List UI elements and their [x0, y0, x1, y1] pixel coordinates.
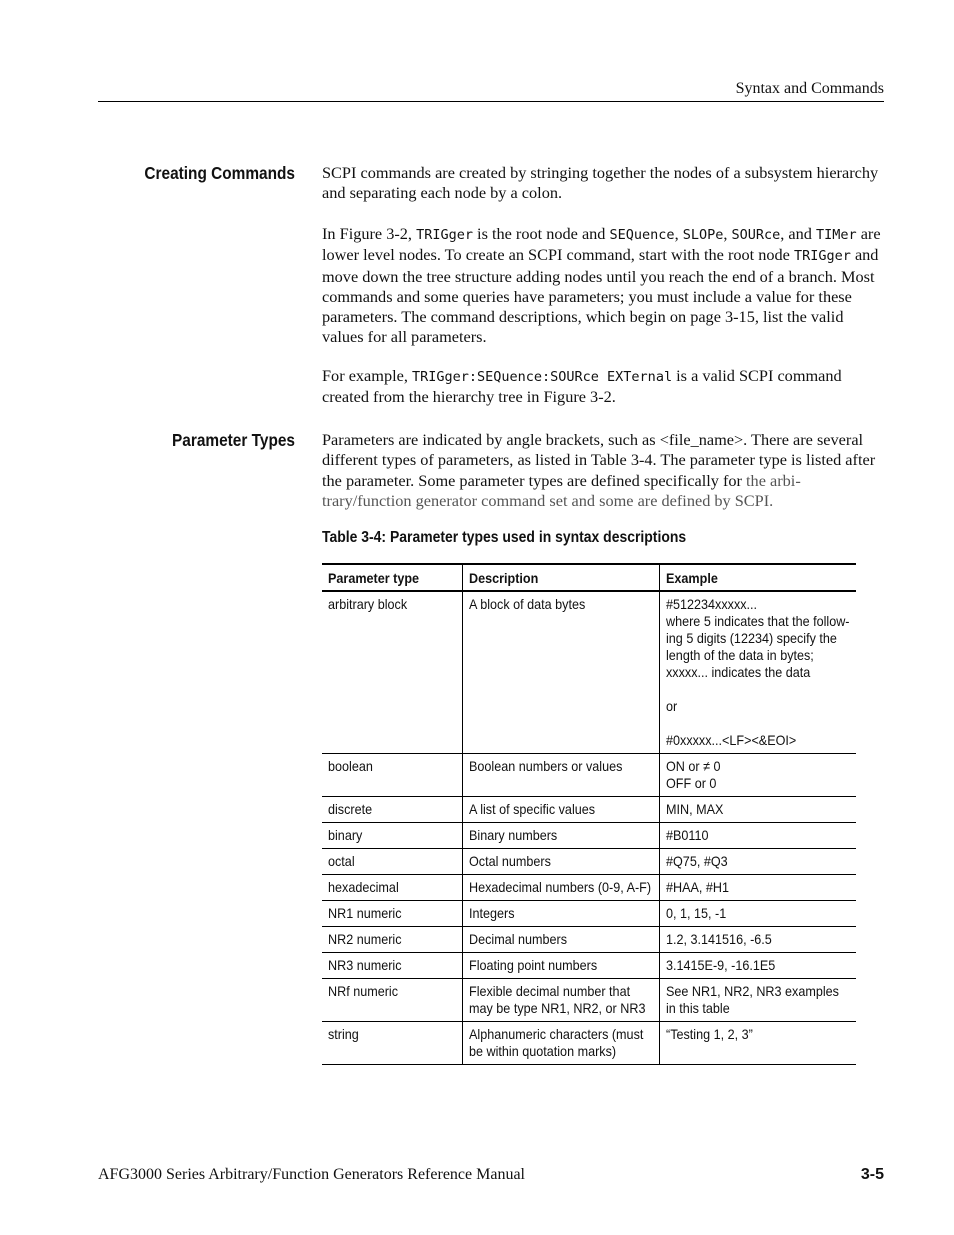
cell-text: Octal numbers [469, 853, 551, 869]
cell-text: Hexadecimal numbers (0-9, A-F) [469, 879, 652, 895]
header-text: Parameter type [328, 570, 420, 586]
page-number: 3-5 [860, 1166, 884, 1183]
column-header-description [463, 564, 660, 591]
table-row [322, 1022, 856, 1065]
paragraph-parameter-types [322, 430, 884, 511]
cell-text: arbitrary block [328, 596, 408, 612]
section-heading-creating-commands: Creating Commands [144, 163, 295, 183]
cell-text: A block of data bytes [469, 596, 586, 612]
description-cell [463, 754, 660, 797]
cell-text: Alphanumeric characters (must be within quotation marks) [469, 1026, 644, 1059]
cell-text: binary [328, 827, 363, 843]
parameter-type-cell [322, 823, 463, 849]
table-body [322, 591, 856, 1065]
parameter-type-cell [322, 927, 463, 953]
table-header-row [322, 564, 856, 591]
cell-text: NRf numeric [328, 983, 399, 999]
parameter-type-cell [322, 901, 463, 927]
code-sequence: SEQuence [609, 227, 675, 243]
cell-text: Binary numbers [469, 827, 558, 843]
text-run: , and [780, 224, 816, 243]
text-run: For example, [322, 366, 412, 385]
cell-text: See NR1, NR2, NR3 examples in this table [666, 983, 839, 1016]
description-cell [463, 823, 660, 849]
description-cell [463, 849, 660, 875]
description-cell [463, 797, 660, 823]
cell-text: Integers [469, 905, 515, 921]
example-cell [660, 849, 857, 875]
cell-text: #HAA, #H1 [666, 879, 730, 895]
table-row [322, 901, 856, 927]
parameter-type-cell [322, 875, 463, 901]
parameter-type-cell [322, 754, 463, 797]
running-head: Syntax and Commands [735, 80, 884, 97]
cell-text: #512234xxxxx... where 5 indicates that the follow-ing 5 digits (12234) specify the length of the data in bytes; xxxxx... indicates the data or #0xxxxx...<LF><&EOI> [666, 596, 850, 748]
cell-text: #Q75, #Q3 [666, 853, 728, 869]
example-cell [660, 591, 857, 754]
text-run: , [723, 224, 732, 243]
parameter-types-table [322, 563, 856, 1065]
cell-text: discrete [328, 801, 373, 817]
table-row [322, 875, 856, 901]
table-caption: Table 3-4: Parameter types used in syntax descriptions [322, 529, 687, 546]
example-cell [660, 1022, 857, 1065]
code-timer: TIMer [815, 227, 857, 243]
example-cell [660, 927, 857, 953]
paragraph-example-command [322, 366, 884, 408]
text-run: is a valid SCPI command created from the hierarchy tree in Figure 3-2. [322, 366, 842, 407]
example-cell [660, 901, 857, 927]
text-run: Parameters are indicated by angle brackets, such as <file_name>. There are several different types of parameters, as listed in Table 3-4. The parameter type is listed after the parameter. Some parameter types are defined specifically for [322, 430, 876, 490]
example-cell [660, 823, 857, 849]
cell-text: NR1 numeric [328, 905, 402, 921]
description-cell [463, 979, 660, 1022]
cell-text: string [328, 1026, 359, 1042]
column-header-example [660, 564, 857, 591]
text-run-gray: the arbitrary/function generator command set and some are defined by SCPI. [322, 470, 801, 510]
parameter-type-cell [322, 591, 463, 754]
cell-text: #B0110 [666, 827, 709, 843]
code-trigger: TRIGger [793, 248, 851, 265]
cell-text: 0, 1, 15, -1 [666, 905, 727, 921]
example-cell [660, 953, 857, 979]
text-run: are lower level nodes. To create an SCPI command, start with the root node [322, 224, 881, 265]
example-cell [660, 875, 857, 901]
table-row [322, 797, 856, 823]
footer-manual-title: AFG3000 Series Arbitrary/Function Generators Reference Manual [98, 1166, 525, 1183]
cell-text: 3.1415E-9, -16.1E5 [666, 957, 776, 973]
cell-text: ON or ≠ 0 OFF or 0 [666, 758, 721, 791]
parameter-type-cell [322, 1022, 463, 1065]
description-cell [463, 591, 660, 754]
parameter-type-cell [322, 849, 463, 875]
description-cell [463, 875, 660, 901]
cell-text: octal [328, 853, 355, 869]
cell-text: “Testing 1, 2, 3” [666, 1026, 753, 1042]
header-text: Example [666, 570, 718, 586]
text-run: and move down the tree structure adding nodes until you reach the end of a branch. Most commands and some queries have parameters; you must include a value for these parameters. The command descriptions, which begin on page 3-15, list the valid values for all parameters. [322, 245, 879, 347]
cell-text: NR3 numeric [328, 957, 402, 973]
table-row [322, 823, 856, 849]
cell-text: boolean [328, 758, 373, 774]
cell-text: Decimal numbers [469, 931, 568, 947]
text-run: , [674, 224, 683, 243]
example-cell [660, 754, 857, 797]
code-trigger: TRIGger [416, 227, 473, 243]
cell-text: Boolean numbers or values [469, 758, 623, 774]
section-heading-parameter-types: Parameter Types [172, 430, 295, 450]
header-text: Description [469, 570, 539, 586]
code-example-command: TRIGger:SEQuence:SOURce EXTernal [411, 369, 673, 385]
code-slope: SLOPe [682, 227, 724, 243]
column-header-parameter-type [322, 564, 463, 591]
cell-text: 1.2, 3.141516, -6.5 [666, 931, 772, 947]
paragraph-creating-intro: SCPI commands are created by stringing together the nodes of a subsystem hierarchy and separating each node by a colon. [322, 163, 879, 203]
parameter-type-cell [322, 797, 463, 823]
text-run: is the root node and [472, 224, 610, 243]
code-source: SOURce [731, 227, 781, 243]
example-cell [660, 979, 857, 1022]
paragraph-figure-nodes [322, 224, 884, 348]
description-cell [463, 927, 660, 953]
cell-text: hexadecimal [328, 879, 399, 895]
cell-text: A list of specific values [469, 801, 596, 817]
description-cell [463, 953, 660, 979]
table-row [322, 927, 856, 953]
description-cell [463, 1022, 660, 1065]
table-row [322, 849, 856, 875]
table-row [322, 979, 856, 1022]
table-row [322, 754, 856, 797]
description-cell [463, 901, 660, 927]
cell-text: MIN, MAX [666, 801, 724, 817]
cell-text: Floating point numbers [469, 957, 598, 973]
header-rule [98, 101, 884, 102]
example-cell [660, 797, 857, 823]
parameter-type-cell [322, 953, 463, 979]
parameter-type-cell [322, 979, 463, 1022]
table-row [322, 591, 856, 754]
cell-text: NR2 numeric [328, 931, 402, 947]
text-run: In Figure 3-2, [322, 224, 417, 243]
cell-text: Flexible decimal number that may be type NR1, NR2, or NR3 [469, 983, 646, 1016]
table-row [322, 953, 856, 979]
